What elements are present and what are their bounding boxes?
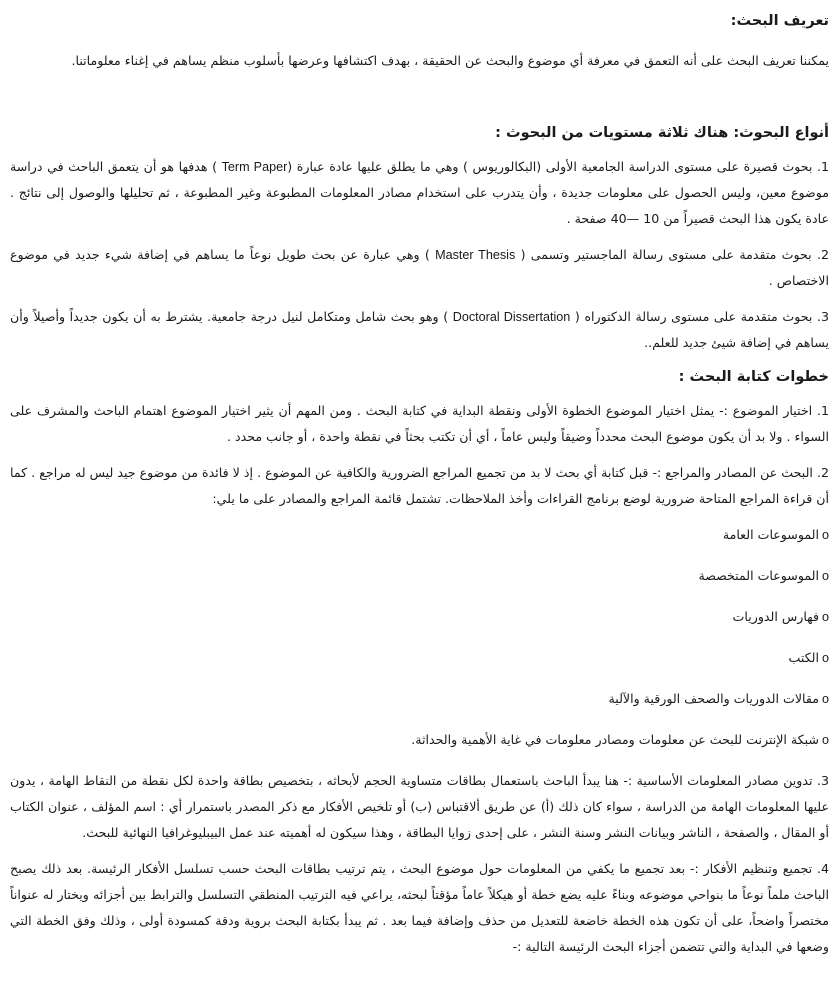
- term-paper-term: Term Paper: [221, 160, 288, 174]
- step-4-organizing: 4. تجميع وتنظيم الأفكار :- بعد تجميع ما يكفي من المعلومات حول موضوع البحث ، يتم ترتيب بطاقات البحث حسب تسلسل الأفكار الرئيسة. بعد ذلك يصبح الباحث ملماً نوعاً ما بنواحي موضوعه وبناءً عليه يضع خطة أو هيكلاً عاماً مؤقتاً لبحثه، يراعي فيه الترتيب المنطقي التسلسل والترابط بين أجزائه ويختار له عنواناً مختصراً واضحاً، على أن تكون هذه الخطة خاضعة للتعديل من حذف وإضافة فيما بعد . ثم يبدأ بكتابة البحث بروية ودقة كمسودة أولى ، وذلك وفق الخطة التي وضعها في البداية والتي تتضمن أجزاء البحث الرئيسة التالية :-: [10, 861, 829, 954]
- source-list-item: oالموسوعات المتخصصة: [10, 563, 829, 589]
- bullet-icon: o: [821, 733, 829, 747]
- step-1-topic: 1. اختيار الموضوع :- يمثل اختيار الموضوع الخطوة الأولى ونقطة البداية في كتابة البحث . ومن المهم أن يثير اختيار الموضوع اهتمام الباحث والمشرف على السواء . ولا بد أن يكون موضوع البحث محدداً وضيقاً وليس عاماً ، أي أن تكتب بحثاً في نقطة واحدة ، أو جانب محدد .: [10, 403, 829, 444]
- doctoral-dissertation-term: Doctoral Dissertation: [452, 310, 571, 324]
- master-thesis-term: Master Thesis: [435, 248, 516, 262]
- definition-heading: تعريف البحث:: [730, 13, 829, 29]
- source-list-item: oفهارس الدوريات: [10, 604, 829, 630]
- source-list-item: oالموسوعات العامة: [10, 522, 829, 548]
- step-3-recording: 3. تدوين مصادر المعلومات الأساسية :- هنا يبدأ الباحث باستعمال بطاقات متساوية الحجم لأبحاثه ، بتخصيص بطاقة واحدة لكل نقطة من النقاط الهامة ، يدون عليها المعلومات الهامة من الدراسة ، سواء كان ذلك (أ) عن طريق ألاقتباس (ب) أو تلخيص الأفكار مع ذكر المصدر باستمرار أي : اسم المؤلف ، عنوان الكتاب أو المقال ، والصفحة ، الناشر وبيانات النشر وسنة النشر ، على إحدى زوايا البطاقة ، وهذا سيكون له أهميته عند عمل البيبليوغرافيا النهائية للبحث.: [10, 773, 829, 840]
- research-type-1: 1. بحوث قصيرة على مستوى الدراسة الجامعية الأولى (البكالوريوس ) وهي ما يطلق عليها عادة عبارة (Term Paper ) هدفها هو أن يتعمق الباحث في دراسة موضوع معين، وليس الحصول على معلومات جديدة ، وأن يتدرب على استخدام مصادر المعلومات المطبوعة وغير المطبوعة ، ثم تحليلها والوصول إلى نتائج . عادة يكون هذا البحث قصيراً من 10 —40 صفحة .: [10, 159, 830, 226]
- bullet-icon: o: [821, 610, 829, 624]
- source-list-item: oمقالات الدوريات والصحف الورقية والآلية: [10, 686, 829, 712]
- step-2-sources: 2. البحث عن المصادر والمراجع :- قبل كتابة أي بحث لا بد من تجميع المراجع الضرورية والكافية عن الموضوع . إذ لا فائدة من موضوع جيد ليس له مراجع . كما أن قراءة المراجع المتاحة ضرورية لوضع برنامج القراءات وأخذ الملاحظات. تشتمل قائمة المراجع والمصادر على ما يلي:: [10, 465, 829, 506]
- writing-steps-heading: خطوات كتابة البحث :: [678, 369, 829, 385]
- bullet-icon: o: [821, 692, 829, 706]
- source-list-item: oشبكة الإنترنت للبحث عن معلومات ومصادر معلومات في غاية الأهمية والحداثة.: [10, 727, 829, 753]
- definition-text: يمكننا تعريف البحث على أنه التعمق في معرفة أي موضوع والبحث عن الحقيقة ، بهدف اكتشافها وعرضها بأسلوب منظم يساهم في إغناء معلوماتنا.: [71, 53, 829, 68]
- bullet-icon: o: [821, 528, 829, 542]
- bullet-icon: o: [821, 569, 829, 583]
- bullet-icon: o: [821, 651, 829, 665]
- source-list-item: oالكتب: [10, 645, 829, 671]
- research-type-2: 2. بحوث متقدمة على مستوى رسالة الماجستير وتسمى ( Master Thesis ) وهي عبارة عن بحث طويل نوعاً ما يساهم في إضافة شيء جديد في موضوع الاختصاص .: [10, 247, 829, 288]
- research-type-3: 3. بحوث متقدمة على مستوى رسالة الدكتوراه ( Doctoral Dissertation ) وهو بحث شامل ومتكامل لنيل درجة جامعية. يشترط به أن يكون جديداً وأصيلاً وأن يساهم في إضافة شيئ جديد للعلم..: [10, 309, 830, 350]
- research-types-heading: أنواع البحوث: هناك ثلاثة مستويات من البحوث :: [495, 125, 829, 141]
